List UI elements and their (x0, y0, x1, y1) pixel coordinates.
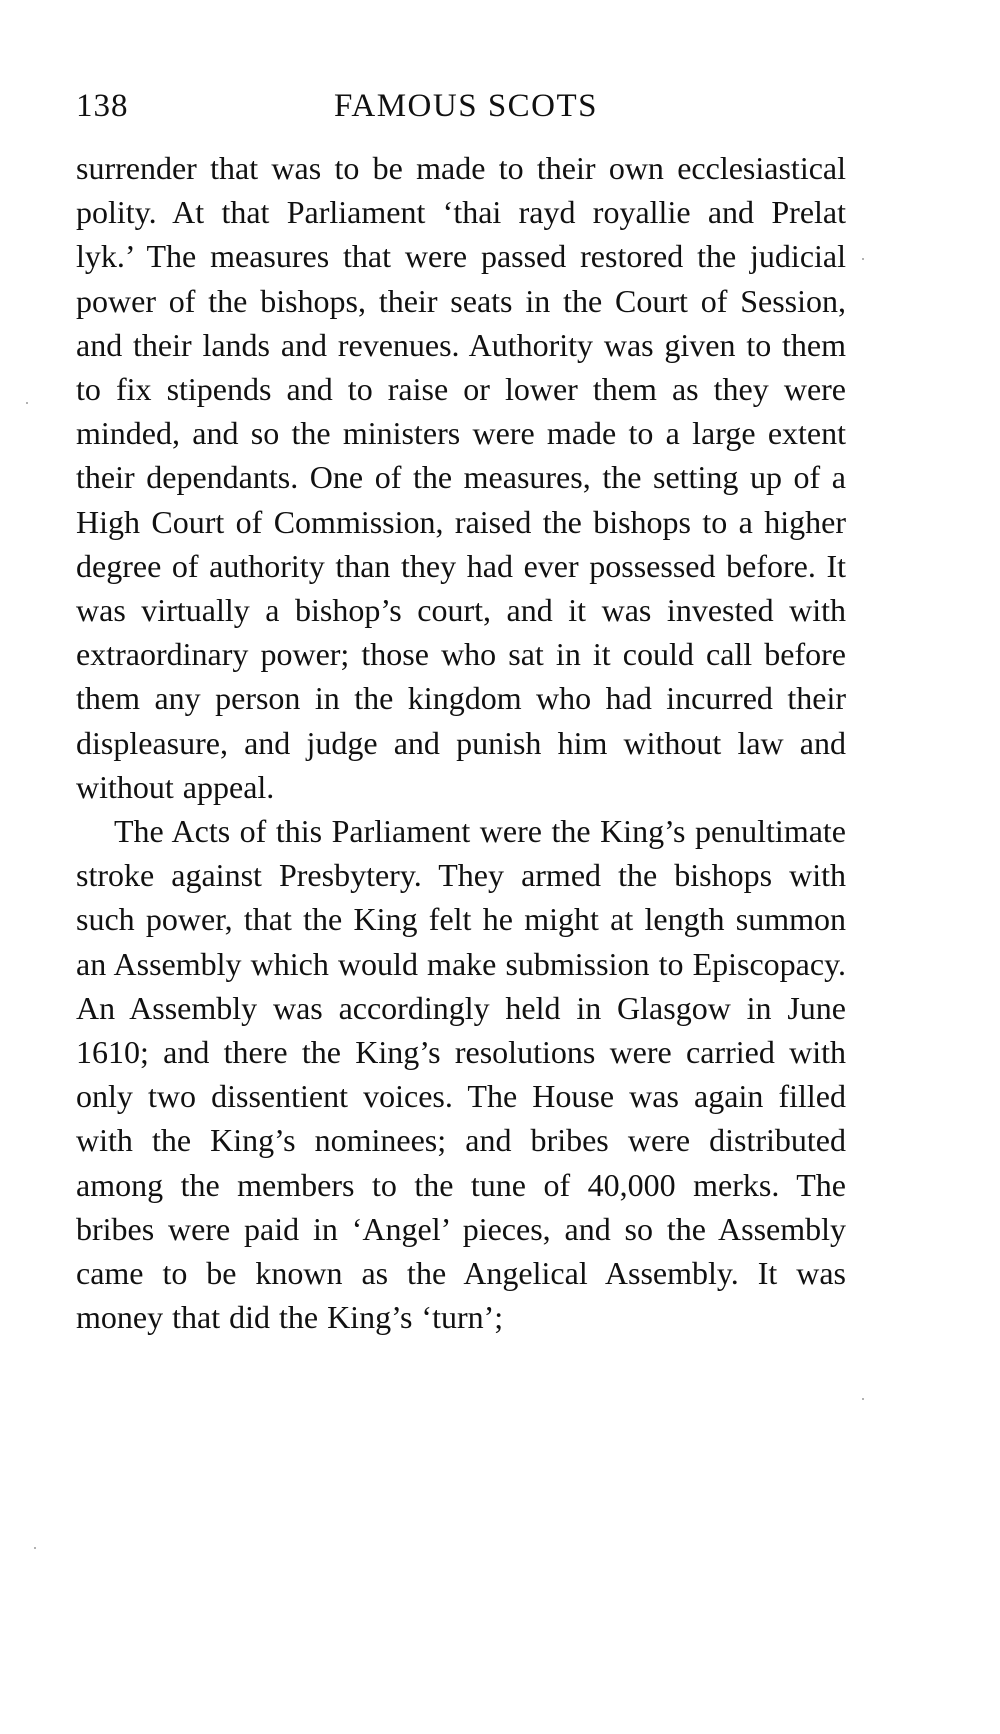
paragraph: The Acts of this Parliament were the King’s penultimate stroke against Presbytery. They armed the bishops with such power, that the King felt he might at length summon an Assembly which would make submission to Episcopacy. An Assembly was accordingly held in Glasgow in June 1610; and there the King’s resolutions were carried with only two dissentient voices. The House was again filled with the King’s nominees; and bribes were distributed among the members to the tune of 40,000 merks. The bribes were paid in ‘Angel’ pieces, and so the Assembly came to be known as the Angelical Assembly. It was money that did the King’s ‘turn’; (76, 813, 846, 1336)
running-title: FAMOUS SCOTS (333, 88, 599, 124)
page-number: 138 (76, 88, 129, 124)
scan-speck (862, 258, 864, 260)
body-text (76, 146, 846, 1339)
book-page (76, 88, 846, 1339)
scan-speck (26, 402, 28, 404)
scan-speck (862, 1398, 864, 1400)
scan-speck (34, 1547, 36, 1549)
page-header (76, 88, 846, 132)
paragraph: surrender that was to be made to their own ecclesiastical polity. At that Parliament ‘thai rayd royallie and Prelat lyk.’ The measures that were passed restored the judicial power of the bishops, their seats in the Court of Session, and their lands and revenues. Authority was given to them to fix stipends and to raise or lower them as they were minded, and so the ministers were made to a large extent their dependants. One of the measures, the setting up of a High Court of Commission, raised the bishops to a higher degree of authority than they had ever possessed before. It was virtually a bishop’s court, and it was invested with extraordinary power; those who sat in it could call before them any person in the kingdom who had incurred their displeasure, and judge and punish him without law and without appeal. (76, 150, 846, 805)
